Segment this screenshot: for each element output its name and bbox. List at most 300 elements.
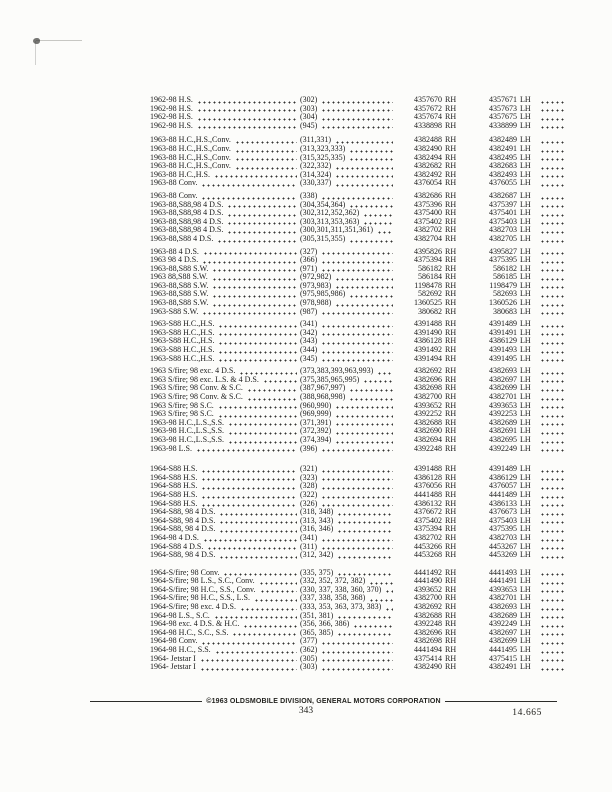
body-style-codes: (322,332) <box>300 161 332 171</box>
rh-part-number: 4375400 <box>414 208 442 218</box>
rh-label: RH <box>445 272 457 282</box>
trailing-dots <box>540 325 566 328</box>
rh-part-number: 4382690 <box>414 426 442 436</box>
dot-leader <box>337 521 393 524</box>
model-description: 1964-S/fire; 98 H.C., S.S., L.S. <box>150 593 251 603</box>
lh-part-number: 586185 <box>493 272 517 282</box>
lh-part-number: 4382703 <box>489 225 517 235</box>
model-description: 1963-S88 H.C.,H.S. <box>150 327 215 337</box>
lh-part-number: 4375403 <box>489 515 517 525</box>
dot-leader <box>218 359 297 362</box>
model-description: 1963-88 H.C.,H.S.,Conv. <box>150 161 231 171</box>
part-row <box>150 122 560 131</box>
lh-label: LH <box>520 143 531 153</box>
model-description: 1963-88,S88 4 D.S. <box>150 233 214 243</box>
rh-part-number: 4441492 <box>414 567 442 577</box>
rh-label: RH <box>445 645 457 655</box>
model-cell <box>150 551 300 560</box>
lh-label: LH <box>520 208 531 218</box>
rh-part-number: 4375394 <box>414 524 442 534</box>
lh-part-number: 4453269 <box>489 550 517 560</box>
lh-label: LH <box>520 576 531 586</box>
part-row <box>150 308 560 317</box>
lh-label: LH <box>520 593 531 603</box>
trailing-dots <box>540 625 566 628</box>
body-style-codes: (335, 375) <box>300 567 334 577</box>
lh-label: LH <box>520 464 531 474</box>
rh-label: RH <box>445 567 457 577</box>
part-row <box>150 355 560 364</box>
rh-part-number: 4382492 <box>414 169 442 179</box>
trailing-dots <box>540 150 566 153</box>
part-row <box>150 179 560 188</box>
model-description: 1962-98 H.S. <box>150 95 193 104</box>
lh-label: LH <box>520 103 531 113</box>
lh-label: LH <box>520 336 531 346</box>
dot-leader <box>217 240 297 243</box>
model-description: 1964-98 L.S., S.C. <box>150 610 210 620</box>
body-style-codes: (311) <box>300 541 318 551</box>
dot-leader <box>207 547 297 550</box>
lh-part-number: 4395827 <box>489 246 517 256</box>
dot-leader <box>203 252 297 255</box>
body-style-codes: (330,337) <box>300 178 332 188</box>
lh-label: LH <box>520 255 531 265</box>
trailing-dots <box>540 521 566 524</box>
dot-leader <box>219 556 297 559</box>
trailing-dots <box>540 126 566 129</box>
rh-label: RH <box>445 464 457 474</box>
body-style-codes: (362) <box>300 645 318 655</box>
trailing-dots <box>540 496 566 499</box>
parts-group <box>150 96 560 130</box>
part-row <box>150 663 560 672</box>
trailing-dots <box>540 197 566 200</box>
dot-leader <box>263 380 297 383</box>
rh-label: RH <box>445 443 457 453</box>
dot-leader <box>203 539 297 542</box>
lh-part-number: 4382705 <box>489 233 517 243</box>
dot-leader <box>321 470 393 473</box>
lh-label: LH <box>520 550 531 560</box>
dot-leader <box>227 205 297 208</box>
body-style-codes: (371,391) <box>300 417 332 427</box>
model-description: 1964-S/fire; 98 Conv. <box>150 567 220 577</box>
lh-part-number: 4357673 <box>489 103 517 113</box>
lh-label: LH <box>520 161 531 171</box>
model-description: 1963-S88 H.C.,H.S. <box>150 345 215 355</box>
body-style-codes: (314,324) <box>300 169 332 179</box>
dot-leader <box>201 487 297 490</box>
lh-part-number: 4391495 <box>489 353 517 363</box>
model-description: 1963 S/fire; 98 Conv. & S.C. <box>150 383 243 393</box>
dot-leader <box>235 150 297 153</box>
dot-leader <box>196 449 297 452</box>
dot-leader <box>349 295 393 298</box>
rh-part-number: 4392248 <box>414 443 442 453</box>
model-cell <box>150 308 300 317</box>
dot-leader <box>385 608 393 611</box>
rh-label: RH <box>445 636 457 646</box>
model-description: 1964-S88, 98 4 D.S. <box>150 507 216 517</box>
rh-label: RH <box>445 507 457 517</box>
lh-label: LH <box>520 619 531 629</box>
rh-label: RH <box>445 417 457 427</box>
rh-label: RH <box>445 233 457 243</box>
dot-leader <box>219 513 297 516</box>
codes-cell <box>300 663 396 672</box>
model-description: 1963-88 4 D.S. <box>150 246 199 256</box>
rh-label: RH <box>445 289 457 299</box>
dot-leader <box>212 278 297 281</box>
body-style-codes: (342) <box>300 327 318 337</box>
model-description: 1964-S88 4 D.S. <box>150 541 204 551</box>
rh-label: RH <box>445 481 457 491</box>
trailing-dots <box>540 470 566 473</box>
model-description: 1963-88 H.C.,H.S. <box>150 169 211 179</box>
model-description: 1963-88,S88 S.W. <box>150 280 209 290</box>
rh-part-number: 4382494 <box>414 152 442 162</box>
lh-label: LH <box>520 199 531 209</box>
trailing-dots <box>540 205 566 208</box>
dot-leader <box>219 521 297 524</box>
rh-label: RH <box>445 383 457 393</box>
model-description: 1963-88 Conv. <box>150 190 198 200</box>
model-description: 1962-98 H.S. <box>150 103 193 113</box>
trailing-dots <box>540 556 566 559</box>
lh-part-number: 1198479 <box>489 280 517 290</box>
rh-label: RH <box>445 169 457 179</box>
lh-label: LH <box>520 400 531 410</box>
lh-part-number: 582693 <box>493 289 517 299</box>
rh-label: RH <box>445 319 457 329</box>
rh-label: RH <box>445 178 457 188</box>
trailing-dots <box>540 659 566 662</box>
body-style-codes: (330, 337, 338, 360, 370) <box>300 584 382 594</box>
lh-label: LH <box>520 120 531 130</box>
body-style-codes: (971) <box>300 263 318 273</box>
dot-leader <box>349 158 393 161</box>
body-style-codes: (351, 381) <box>300 610 334 620</box>
dot-leader <box>337 513 393 516</box>
trailing-dots <box>540 478 566 481</box>
lh-part-number: 4375397 <box>489 199 517 209</box>
model-description: 1964- Jetstar I <box>150 662 196 672</box>
body-style-codes: (327) <box>300 246 318 256</box>
dot-leader <box>235 158 297 161</box>
model-cell <box>150 445 300 454</box>
lh-label: LH <box>520 610 531 620</box>
dot-leader <box>228 432 297 435</box>
rh-label: RH <box>445 112 457 122</box>
rh-label: RH <box>445 345 457 355</box>
body-style-codes: (344) <box>300 345 318 355</box>
rh-part-number: 1360525 <box>414 298 442 308</box>
rh-label: RH <box>445 199 457 209</box>
dot-leader <box>202 261 297 264</box>
rh-part-number: 4382688 <box>414 417 442 427</box>
dot-leader <box>335 175 393 178</box>
dot-leader <box>202 312 297 315</box>
lh-part-number: 4382697 <box>489 627 517 637</box>
body-style-codes: (388,968,998) <box>300 392 346 401</box>
rh-part-number: 4382692 <box>414 366 442 376</box>
model-description: 1963 S/fire; 98 S.C. <box>150 400 214 410</box>
lh-label: LH <box>520 178 531 188</box>
parts-group <box>150 465 560 560</box>
model-description: 1963-88 H.C.,H.S.,Conv. <box>150 152 231 162</box>
model-description: 1964-S/fire; 98 L.S., S.C., Conv. <box>150 576 255 586</box>
rh-part-number: 4382700 <box>414 392 442 401</box>
trailing-dots <box>540 398 566 401</box>
trailing-dots <box>540 513 566 516</box>
dot-leader <box>200 659 297 662</box>
model-description: 1963 S/fire; 98 Conv. & S.C. <box>150 392 243 401</box>
lh-label: LH <box>520 662 531 672</box>
rh-label: RH <box>445 532 457 542</box>
trailing-dots <box>540 599 566 602</box>
rh-label: RH <box>445 610 457 620</box>
part-row <box>150 551 560 560</box>
rh-label: RH <box>445 306 457 316</box>
rh-part-number: 4393652 <box>414 584 442 594</box>
rh-part-number: 4391488 <box>414 319 442 329</box>
rh-label: RH <box>445 120 457 130</box>
model-description: 1962-98 H.S. <box>150 112 193 122</box>
rh-label: RH <box>445 400 457 410</box>
model-cell <box>150 355 300 364</box>
model-description: 1964-S88 H.S. <box>150 481 198 491</box>
rh-part-number: 4382686 <box>414 190 442 200</box>
lh-part-number: 4391489 <box>489 464 517 474</box>
dot-leader <box>335 441 393 444</box>
rh-label: RH <box>445 374 457 384</box>
rh-part-number: 4375402 <box>414 515 442 525</box>
lh-part-number: 4376055 <box>489 178 517 188</box>
dot-leader <box>232 633 297 636</box>
rh-label: RH <box>445 246 457 256</box>
trailing-dots <box>540 141 566 144</box>
rh-part-number: 4441490 <box>414 576 442 586</box>
body-style-codes: (366) <box>300 255 318 265</box>
model-description: 1963-88 Conv. <box>150 178 198 188</box>
model-description: 1963-98 L.S. <box>150 443 192 453</box>
dot-leader <box>321 659 393 662</box>
body-style-codes: (311,331) <box>300 135 332 145</box>
model-description: 1963-S88 H.C.,H.S. <box>150 319 215 329</box>
rh-part-number: 4338898 <box>414 120 442 130</box>
rh-label: RH <box>445 434 457 444</box>
lh-part-number: 4382489 <box>489 135 517 145</box>
rh-part-number: 4382700 <box>414 593 442 603</box>
dot-leader <box>321 351 393 354</box>
trailing-dots <box>540 415 566 418</box>
lh-part-number: 4386129 <box>489 336 517 346</box>
body-style-codes: (318, 348) <box>300 507 334 517</box>
lh-part-number: 4375415 <box>489 653 517 663</box>
dot-leader <box>254 599 297 602</box>
dot-leader <box>197 126 297 129</box>
rh-label: RH <box>445 161 457 171</box>
trailing-dots <box>540 432 566 435</box>
rh-part-number: 4382702 <box>414 225 442 235</box>
trailing-dots <box>540 380 566 383</box>
model-description: 1964-S88 H.S. <box>150 489 198 499</box>
trailing-dots <box>540 269 566 272</box>
rh-label: RH <box>445 593 457 603</box>
model-description: 1963-98 H.C.,L.S.,S.S. <box>150 426 225 436</box>
lh-part-number: 1360526 <box>489 298 517 308</box>
lh-label: LH <box>520 263 531 273</box>
lh-label: LH <box>520 627 531 637</box>
dot-leader <box>235 141 297 144</box>
lh-part-number: 4376057 <box>489 481 517 491</box>
lh-part-number: 4382491 <box>489 143 517 153</box>
rh-part-number: 4392252 <box>414 409 442 419</box>
trailing-dots <box>540 175 566 178</box>
dot-leader <box>218 406 297 409</box>
lh-label: LH <box>520 225 531 235</box>
rh-part-number: 4382698 <box>414 636 442 646</box>
rh-part-number: 4382696 <box>414 627 442 637</box>
lh-part-number: 4375401 <box>489 208 517 218</box>
body-style-codes: (303) <box>300 662 318 672</box>
lh-part-number: 4386129 <box>489 472 517 482</box>
rh-part-number: 4395826 <box>414 246 442 256</box>
footer-rule <box>90 698 557 705</box>
body-style-codes: (304,354,364) <box>300 199 346 209</box>
rh-label: RH <box>445 298 457 308</box>
lh-label: LH <box>520 636 531 646</box>
lh-part-number: 4392249 <box>489 619 517 629</box>
body-style-codes: (313, 343) <box>300 515 334 525</box>
body-style-codes: (341) <box>300 319 318 329</box>
rh-part-number: 4357674 <box>414 112 442 122</box>
lh-label: LH <box>520 289 531 299</box>
trailing-dots <box>540 449 566 452</box>
rh-label: RH <box>445 263 457 273</box>
model-description: 1963-88 H.C.,H.S.,Conv. <box>150 135 231 145</box>
dot-leader <box>321 126 393 129</box>
parts-list <box>150 96 560 676</box>
dot-leader <box>201 184 297 187</box>
dot-leader <box>235 167 297 170</box>
parts-group <box>150 569 560 672</box>
dot-leader <box>377 372 393 375</box>
rh-label: RH <box>445 619 457 629</box>
lh-label: LH <box>520 489 531 499</box>
rh-label: RH <box>445 336 457 346</box>
lh-part-number: 4382493 <box>489 169 517 179</box>
body-style-codes: (365, 385) <box>300 627 334 637</box>
lh-part-number: 4382697 <box>489 374 517 384</box>
rh-label: RH <box>445 95 457 104</box>
rh-label: RH <box>445 225 457 235</box>
rh-label: RH <box>445 327 457 337</box>
rh-label: RH <box>445 653 457 663</box>
dot-leader <box>335 432 393 435</box>
dot-leader <box>363 380 393 383</box>
dot-leader <box>201 504 297 507</box>
dot-leader <box>321 342 393 345</box>
trailing-dots <box>540 214 566 217</box>
dot-leader <box>321 668 393 671</box>
dot-leader <box>197 101 297 104</box>
dot-leader <box>201 478 297 481</box>
trailing-dots <box>540 642 566 645</box>
lh-label: LH <box>520 426 531 436</box>
rh-part-number: 4382682 <box>414 161 442 171</box>
body-style-codes: (945) <box>300 120 318 130</box>
model-description: 1963-88,S88 S.W. <box>150 289 209 299</box>
lh-part-number: 4382701 <box>489 392 517 401</box>
trailing-dots <box>540 582 566 585</box>
dot-leader <box>321 539 393 542</box>
trailing-dots <box>540 389 566 392</box>
body-style-codes: (315,325,335) <box>300 152 346 162</box>
lh-part-number: 4441495 <box>489 645 517 655</box>
rh-label: RH <box>445 584 457 594</box>
body-style-codes: (312, 342) <box>300 550 334 560</box>
lh-part-number: 4386133 <box>489 498 517 508</box>
lh-part-number: 4382691 <box>489 426 517 436</box>
model-description: 1963 S/fire; 98 exc. L.S. & 4 D.S. <box>150 374 259 384</box>
trailing-dots <box>540 231 566 234</box>
model-description: 1964-S88 H.S. <box>150 472 198 482</box>
body-style-codes: (975,985,986) <box>300 289 346 299</box>
lh-part-number: 4391491 <box>489 327 517 337</box>
dot-leader <box>215 651 297 654</box>
rh-part-number: 4382490 <box>414 143 442 153</box>
trailing-dots <box>540 109 566 112</box>
model-description: 1963-88,S88 S.W. <box>150 263 209 273</box>
dot-leader <box>201 470 297 473</box>
dot-leader <box>335 278 393 281</box>
rh-part-number: 586182 <box>418 263 442 273</box>
lh-part-number: 4453267 <box>489 541 517 551</box>
rh-label: RH <box>445 103 457 113</box>
lh-part-number: 4441491 <box>489 576 517 586</box>
dot-leader <box>349 389 393 392</box>
body-style-codes: (321) <box>300 464 318 474</box>
lh-label: LH <box>520 306 531 316</box>
rh-part-number: 4382698 <box>414 383 442 393</box>
dot-leader <box>247 389 297 392</box>
lh-label: LH <box>520 345 531 355</box>
trailing-dots <box>540 616 566 619</box>
footer-rule-right <box>445 701 557 702</box>
dot-leader <box>349 398 393 401</box>
model-description: 1964-S/fire; 98 H.C., S.S., Conv. <box>150 584 256 594</box>
body-style-codes: (337, 338, 358, 368) <box>300 593 366 603</box>
codes-cell <box>300 551 396 560</box>
lh-label: LH <box>520 515 531 525</box>
lh-label: LH <box>520 392 531 401</box>
rh-part-number: 4382704 <box>414 233 442 243</box>
body-style-codes: (343) <box>300 336 318 346</box>
body-style-codes: (345) <box>300 353 318 363</box>
lh-label: LH <box>520 298 531 308</box>
lh-label: LH <box>520 532 531 542</box>
model-cell <box>150 663 300 672</box>
lh-label: LH <box>520 524 531 534</box>
dot-leader <box>218 351 297 354</box>
lh-label: LH <box>520 498 531 508</box>
body-style-codes: (341) <box>300 532 318 542</box>
dot-leader <box>335 406 393 409</box>
body-style-codes: (303) <box>300 103 318 113</box>
lh-part-number: 4357675 <box>489 112 517 122</box>
